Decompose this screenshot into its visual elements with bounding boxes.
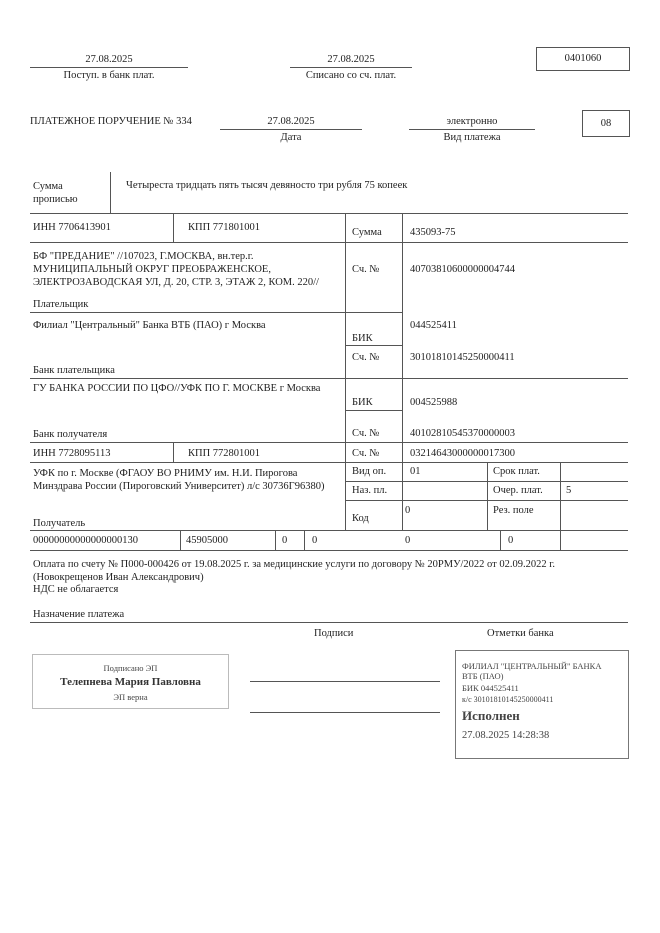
recipient-label: Получатель <box>33 518 86 529</box>
divider <box>500 530 501 550</box>
signatures-label: Подписи <box>314 628 354 639</box>
payer-bank-account-label: Сч. № <box>352 352 380 363</box>
purpose-label: Назначение платежа <box>33 609 125 620</box>
tax-basis: 0 <box>282 535 288 546</box>
kod-label: Код <box>352 513 369 524</box>
tax-kbk: 00000000000000000130 <box>33 535 138 546</box>
bank-stamp <box>455 650 629 759</box>
divider <box>30 378 628 379</box>
status-code: 08 <box>582 110 630 137</box>
debited-label: Списано со сч. плат. <box>305 70 397 81</box>
divider <box>30 462 628 463</box>
recipient-bik-label: БИК <box>352 397 373 408</box>
payer-label: Плательщик <box>33 299 89 310</box>
payer-bank-name: Филиал "Центральный" Банка ВТБ (ПАО) г Москва <box>33 320 266 331</box>
signature-line <box>250 712 440 713</box>
order-date: 27.08.2025 <box>267 116 315 127</box>
stamp-bank: ФИЛИАЛ "ЦЕНТРАЛЬНЫЙ" БАНКА ВТБ (ПАО) <box>462 661 602 681</box>
recipient-kpp: КПП 772801001 <box>188 448 261 459</box>
sum-label: Сумма <box>352 227 382 238</box>
amount-words: Четыреста тридцать пять тысяч девяносто три рубля 75 копеек <box>126 180 408 191</box>
stamp-bik: БИК 044525411 <box>462 683 519 693</box>
payment-purpose: Оплата по счету № П000-000426 от 19.08.2025 г. за медицинские услуги по договору № 20РМУ/2022 от 02.09.2022 г. (Новокрещенов Иван Александрович) НДС не облагается <box>33 559 555 595</box>
recipient-bank-name: ГУ БАНКА РОССИИ ПО ЦФО//УФК ПО Г. МОСКВЕ г Москва <box>33 383 321 394</box>
verified-label: ЭП верна <box>113 692 148 702</box>
recipient-bank-account-label: Сч. № <box>352 428 380 439</box>
divider <box>30 442 628 443</box>
divider <box>560 530 561 550</box>
tax-oktmo: 45905000 <box>186 535 228 546</box>
amount-words-label: Сумма прописью <box>33 181 78 205</box>
divider <box>345 213 346 530</box>
payer-bank-account: 30101810145250000411 <box>410 352 515 363</box>
received-date: 27.08.2025 <box>85 54 133 65</box>
divider <box>30 213 628 214</box>
recipient-inn: ИНН 7728095113 <box>33 448 111 459</box>
divider <box>180 530 181 550</box>
divider <box>304 530 305 550</box>
stamp-datetime: 27.08.2025 14:28:38 <box>462 730 550 741</box>
recipient-bank-account: 40102810545370000003 <box>410 428 515 439</box>
payer-account: 40703810600000004744 <box>410 264 515 275</box>
payer-kpp: КПП 771801001 <box>188 222 261 233</box>
recipient-bank-label: Банк получателя <box>33 429 108 440</box>
divider <box>173 442 174 462</box>
payer-bik: 044525411 <box>410 320 457 331</box>
signature-stamp <box>32 654 229 709</box>
signer-name: Телепнева Мария Павловна <box>60 676 201 688</box>
tax-doc-date: 0 <box>508 535 514 546</box>
recipient-bik: 004525988 <box>410 397 458 408</box>
divider <box>30 550 628 551</box>
divider <box>30 242 628 243</box>
ocher-label: Очер. плат. <box>493 485 543 496</box>
divider <box>173 213 174 242</box>
divider <box>275 530 276 550</box>
stamp-status: Исполнен <box>462 708 520 723</box>
divider <box>30 312 402 313</box>
tax-period: 0 <box>312 535 318 546</box>
divider <box>409 129 535 130</box>
divider <box>30 530 628 531</box>
srok-label: Срок плат. <box>493 466 540 477</box>
recipient-account: 03214643000000017300 <box>410 448 515 459</box>
tax-doc-number: 0 <box>405 535 411 546</box>
naz-label: Наз. пл. <box>352 485 388 496</box>
form-code: 0401060 <box>536 47 630 71</box>
debited-date: 27.08.2025 <box>327 54 375 65</box>
received-label: Поступ. в банк плат. <box>63 70 155 81</box>
divider <box>560 462 561 530</box>
payer-bik-label: БИК <box>352 333 373 344</box>
ocher: 5 <box>566 485 572 496</box>
signed-label: Подписано ЭП <box>103 663 158 673</box>
divider <box>30 622 628 623</box>
divider <box>30 67 188 68</box>
vid-op-label: Вид оп. <box>352 466 387 477</box>
divider <box>110 172 111 213</box>
signature-line <box>250 681 440 682</box>
rez-label: Рез. поле <box>493 505 534 516</box>
page-title: ПЛАТЕЖНОЕ ПОРУЧЕНИЕ № 334 <box>30 116 192 127</box>
divider <box>402 213 403 530</box>
divider <box>220 129 362 130</box>
payer-account-label: Сч. № <box>352 264 380 275</box>
vid-op: 01 <box>410 466 421 477</box>
payment-type-label: Вид платежа <box>443 132 501 143</box>
payer-inn: ИНН 7706413901 <box>33 222 111 233</box>
stamp-ks: к/с 30101810145250000411 <box>462 695 554 704</box>
recipient-account-label: Сч. № <box>352 448 380 459</box>
divider <box>290 67 412 68</box>
divider <box>345 410 402 411</box>
divider <box>487 462 488 530</box>
payment-type: электронно <box>446 116 498 127</box>
payer-bank-label: Банк плательщика <box>33 365 115 376</box>
date-label: Дата <box>280 132 302 143</box>
payer-name: БФ "ПРЕДАНИЕ" //107023, Г.МОСКВА, вн.тер.г. МУНИЦИПАЛЬНЫЙ ОКРУГ ПРЕОБРАЖЕНСКОЕ, ЭЛЕКТРОЗАВОДСКАЯ УЛ, Д. 20, СТР. 3, ЭТАЖ 2, КОМ. 220// <box>33 251 319 288</box>
sum-value: 435093-75 <box>410 227 456 238</box>
kod: 0 <box>405 505 411 516</box>
bank-marks-label: Отметки банка <box>487 628 554 639</box>
divider <box>345 345 402 346</box>
recipient-name: УФК по г. Москве (ФГАОУ ВО РНИМУ им. Н.И. Пирогова Минздрава России (Пироговский Университет) л/с 30736Г96380) <box>33 468 325 492</box>
